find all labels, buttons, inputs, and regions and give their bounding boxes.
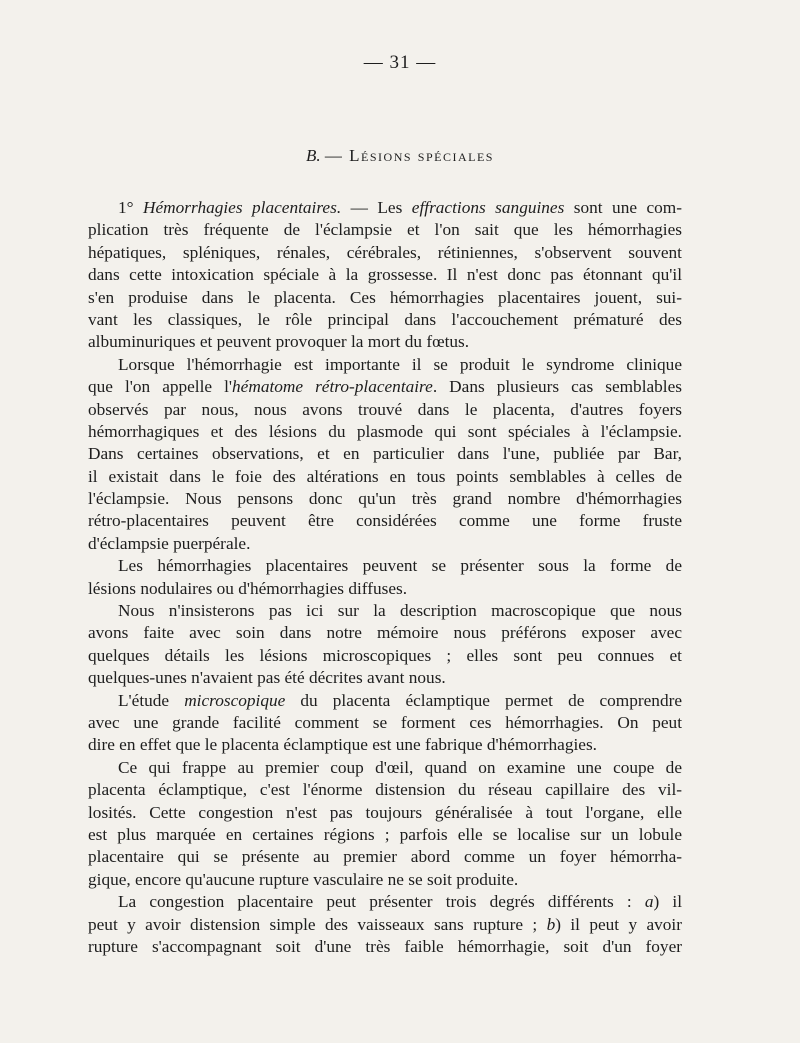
italic-text: effractions sanguines [411, 198, 565, 217]
text-run: sont une com- [564, 198, 682, 217]
text-line: l'éclampsie. Nous pensons donc qu'un très grand nombre d'hémorrhagies [88, 489, 682, 509]
text-line: quelques détails les lésions microscopiques ; elles sont peu connues et [88, 645, 682, 665]
paragraph [88, 690, 682, 757]
paragraph [88, 891, 682, 958]
text-line: Ce qui frappe au premier coup d'œil, quand on examine une coupe de [118, 757, 682, 777]
text-line: observés par nous, nous avons trouvé dans le placenta, d'autres foyers [88, 399, 682, 419]
text-line [88, 197, 682, 219]
italic-text: microscopique [184, 690, 286, 710]
text-line: avons faite avec soin dans notre mémoire nous préférons exposer avec [88, 623, 682, 643]
text-run: peut y avoir distension simple des vaisseaux sans rupture ; [88, 914, 547, 934]
text-line: vant les classiques, le rôle principal dans l'accouchement prématuré des [88, 309, 682, 329]
paragraph [88, 600, 682, 690]
text-line: placentaire qui se présente au premier abord comme un foyer hémorrha- [88, 847, 682, 867]
text-line: s'en produise dans le placenta. Ces hémorrhagies placentaires jouent, sui- [88, 287, 682, 307]
text-line: Dans certaines observations, et en particulier dans l'une, publiée par Bar, [88, 444, 682, 464]
italic-text: a [644, 892, 654, 912]
text-line: il existait dans le foie des altérations en tous points semblables à celles de [88, 466, 682, 486]
section-title: — Lésions spéciales [324, 146, 494, 165]
text-line: d'éclampsie puerpérale. [88, 533, 251, 553]
text-run: ) il peut y avoir [555, 914, 682, 934]
text-line [88, 891, 682, 913]
text-line [88, 690, 682, 712]
text-line: plication très fréquente de l'éclampsie et l'on sait que les hémorrhagies [88, 220, 682, 240]
text-run: — Les [341, 198, 412, 217]
page-number: — 31 — [363, 52, 437, 73]
text-line [88, 914, 682, 936]
section-heading [0, 146, 800, 166]
paragraph [88, 197, 682, 354]
paragraph [88, 757, 682, 891]
text-line: Lorsque l'hémorrhagie est importante il se produit le syndrome clinique [118, 354, 682, 374]
text-line: placenta éclamptique, c'est l'énorme distension du réseau capillaire des vil- [88, 780, 682, 800]
text-line: dans cette intoxication spéciale à la grossesse. Il n'est donc pas étonnant qu'il [88, 265, 682, 285]
italic-text: b [546, 914, 556, 934]
text-line: quelques-unes n'avaient pas été décrites avant nous. [88, 668, 446, 688]
text-line: dire en effet que le placenta éclamptique est une fabrique d'hémorrhagies. [88, 735, 598, 755]
text-line: rétro-placentaires peuvent être considérées comme une forme fruste [88, 511, 682, 531]
text-line: rupture s'accompagnant soit d'une très faible hémorrhagie, soit d'un foyer [88, 936, 682, 956]
text-line: Nous n'insisterons pas ici sur la description macroscopique que nous [118, 601, 682, 621]
text-line: losités. Cette congestion n'est pas toujours généralisée à tout l'organe, elle [88, 802, 682, 822]
text-run: . Dans plusieurs cas semblables [432, 377, 683, 397]
text-run: que l'on appelle l' [88, 377, 233, 397]
italic-text: hématome rétro-placentaire [232, 377, 433, 397]
text-run: 1° [118, 198, 144, 217]
text-run: La congestion placentaire peut présenter trois degrés différents : [118, 892, 645, 912]
text-line: gique, encore qu'aucune rupture vasculaire ne se soit produite. [88, 869, 519, 889]
section-letter: B. [306, 146, 321, 165]
paragraph [88, 354, 682, 556]
text-run: L'étude [118, 690, 185, 710]
text-line [88, 376, 682, 398]
text-line: est plus marquée en certaines régions ; parfois elle se localise sur un lobule [88, 824, 682, 844]
text-run: ) il [653, 892, 682, 912]
text-line: hémorrhagiques et des lésions du plasmode qui sont spéciales à l'éclampsie. [88, 421, 682, 441]
body-text [88, 197, 682, 958]
text-line: avec une grande facilité comment se forment ces hémorrhagies. On peut [88, 712, 682, 732]
text-line: albuminuriques et peuvent provoquer la mort du fœtus. [88, 332, 470, 352]
text-run: du placenta éclamptique permet de comprendre [285, 690, 683, 710]
text-line: lésions nodulaires ou d'hémorrhagies diffuses. [88, 578, 408, 598]
text-line: Les hémorrhagies placentaires peuvent se présenter sous la forme de [118, 556, 682, 576]
paragraph [88, 555, 682, 600]
text-line: hépatiques, spléniques, rénales, cérébrales, rétiniennes, s'observent souvent [88, 242, 682, 262]
italic-text: Hémorrhagies placentaires. [143, 198, 342, 217]
